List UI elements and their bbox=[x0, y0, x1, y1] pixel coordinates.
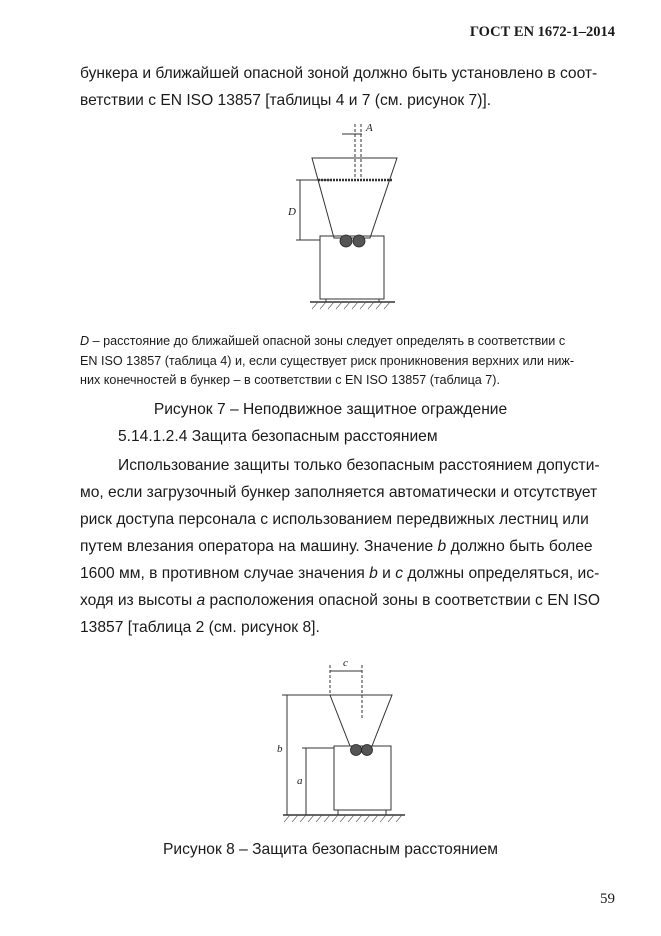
section-heading: 5.14.1.2.4 Защита безопасным расстоянием bbox=[118, 428, 438, 445]
note-text: них конечностей в бункер – в соответствии с EN ISO 13857 (таблица 7). bbox=[80, 373, 500, 387]
figure-7-caption: Рисунок 7 – Неподвижное защитное ограждение bbox=[153, 401, 508, 418]
page-number: 59 bbox=[600, 891, 615, 907]
intro-line: бункера и ближайшей опасной зоной должно быть установлено в соот- bbox=[80, 65, 598, 82]
label-c-fig8: c bbox=[343, 657, 348, 669]
note-text: – расстояние до ближайшей опасной зоны следует определять в соответствии с bbox=[89, 334, 566, 348]
note-symbol: D bbox=[80, 334, 90, 348]
section-paragraph bbox=[80, 452, 614, 641]
roller-left bbox=[340, 235, 352, 247]
para-line: ходя из высоты a расположения опасной зоны в соответствии с EN ISO bbox=[80, 592, 601, 609]
roller-right-fig8 bbox=[362, 745, 373, 756]
document-header: ГОСТ EN 1672-1–2014 bbox=[469, 24, 615, 40]
figure-8-caption: Рисунок 8 – Защита безопасным расстоянием bbox=[162, 841, 498, 858]
hopper-shape-fig8 bbox=[330, 695, 392, 746]
intro-paragraph bbox=[80, 60, 614, 114]
label-a-fig8: a bbox=[297, 775, 303, 787]
intro-line: ветствии с EN ISO 13857 [таблицы 4 и 7 (см. рисунок 7)]. bbox=[80, 92, 492, 109]
roller-right bbox=[353, 235, 365, 247]
label-d-fig7: D bbox=[288, 206, 296, 218]
para-line: 1600 мм, в противном случае значения b и c должны определяться, ис- bbox=[80, 565, 600, 582]
para-line: мо, если загрузочный бункер заполняется автоматически и отсутствует bbox=[80, 484, 598, 501]
machine-body-fig8 bbox=[334, 746, 391, 810]
para-line: 13857 [таблица 2 (см. рисунок 8]. bbox=[80, 619, 320, 636]
label-a-fig7: A bbox=[366, 122, 373, 134]
note-text: EN ISO 13857 (таблица 4) и, если существует риск проникновения верхних или ниж- bbox=[80, 353, 575, 368]
para-line: риск доступа персонала с использованием передвижных лестниц или bbox=[80, 511, 589, 528]
para-line: Использование защиты только безопасным расстоянием допусти- bbox=[118, 457, 600, 474]
hopper-shape bbox=[312, 158, 397, 238]
machine-body bbox=[320, 236, 384, 299]
label-b-fig8: b bbox=[277, 743, 283, 755]
para-line: путем влезания оператора на машину. Значение b должно быть более bbox=[80, 538, 593, 555]
roller-left-fig8 bbox=[351, 745, 362, 756]
figure-7-note bbox=[80, 332, 614, 391]
